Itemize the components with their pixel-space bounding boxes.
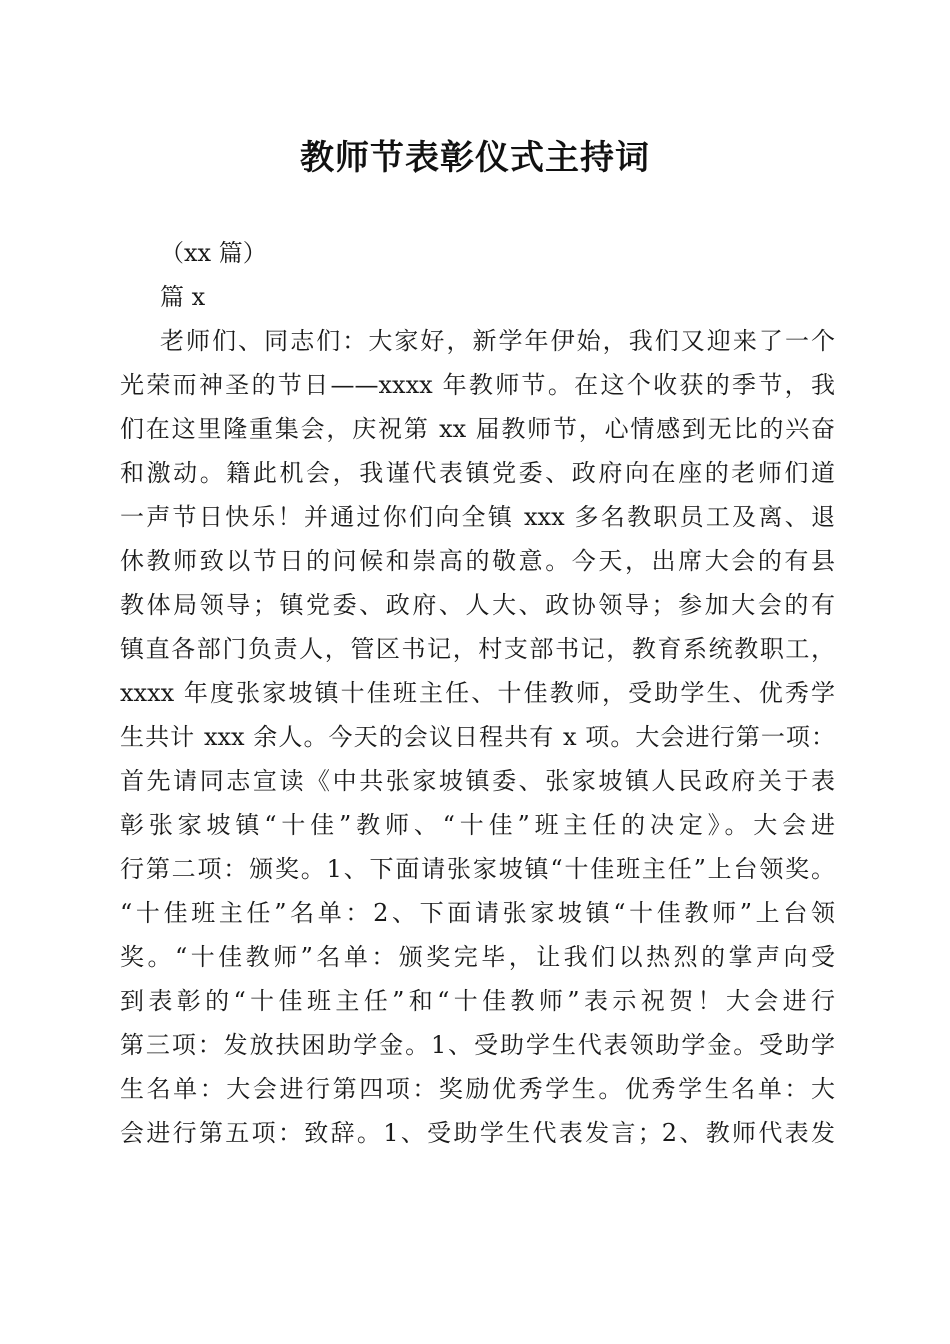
body-line: 们在这里隆重集会，庆祝第 xx 届教师节，心情感到无比的兴奋 [120, 415, 835, 443]
body-line: “十佳班主任”名单：2、下面请张家坡镇“十佳教师”上台领 [120, 899, 835, 927]
body-line: 彰张家坡镇“十佳”教师、“十佳”班主任的决定》。大会进 [120, 811, 835, 839]
body-line: 老师们、同志们：大家好，新学年伊始，我们又迎来了一个 [160, 327, 835, 355]
body-line: 会进行第五项：致辞。1、受助学生代表发言；2、教师代表发 [120, 1119, 835, 1147]
body-line: 奖。“十佳教师”名单：颁奖完毕，让我们以热烈的掌声向受 [120, 943, 835, 971]
body-line: 首先请同志宣读《中共张家坡镇委、张家坡镇人民政府关于表 [120, 767, 835, 795]
body-line: 一声节日快乐！并通过你们向全镇 xxx 多名教职员工及离、退 [120, 503, 835, 531]
section-label: 篇 x [160, 283, 206, 311]
document-title: 教师节表彰仪式主持词 [300, 138, 650, 178]
body-line: 镇直各部门负责人，管区书记，村支部书记，教育系统教职工， [120, 635, 835, 663]
body-line: 和激动。籍此机会，我谨代表镇党委、政府向在座的老师们道 [120, 459, 835, 487]
body-line: 光荣而神圣的节日——xxxx 年教师节。在这个收获的季节，我 [120, 371, 835, 399]
document-subtitle: （xx 篇） [160, 239, 267, 267]
body-line: 到表彰的“十佳班主任”和“十佳教师”表示祝贺！大会进行 [120, 987, 835, 1015]
body-line: 休教师致以节日的问候和崇高的敬意。今天，出席大会的有县 [120, 547, 835, 575]
body-line: xxxx 年度张家坡镇十佳班主任、十佳教师，受助学生、优秀学 [120, 679, 835, 707]
body-line: 行第二项：颁奖。1、下面请张家坡镇“十佳班主任”上台领奖。 [120, 855, 835, 883]
body-line: 教体局领导；镇党委、政府、人大、政协领导；参加大会的有 [120, 591, 835, 619]
body-line: 生共计 xxx 余人。今天的会议日程共有 x 项。大会进行第一项： [120, 723, 835, 751]
body-line: 生名单：大会进行第四项：奖励优秀学生。优秀学生名单：大 [120, 1075, 835, 1103]
body-line: 第三项：发放扶困助学金。1、受助学生代表领助学金。受助学 [120, 1031, 835, 1059]
